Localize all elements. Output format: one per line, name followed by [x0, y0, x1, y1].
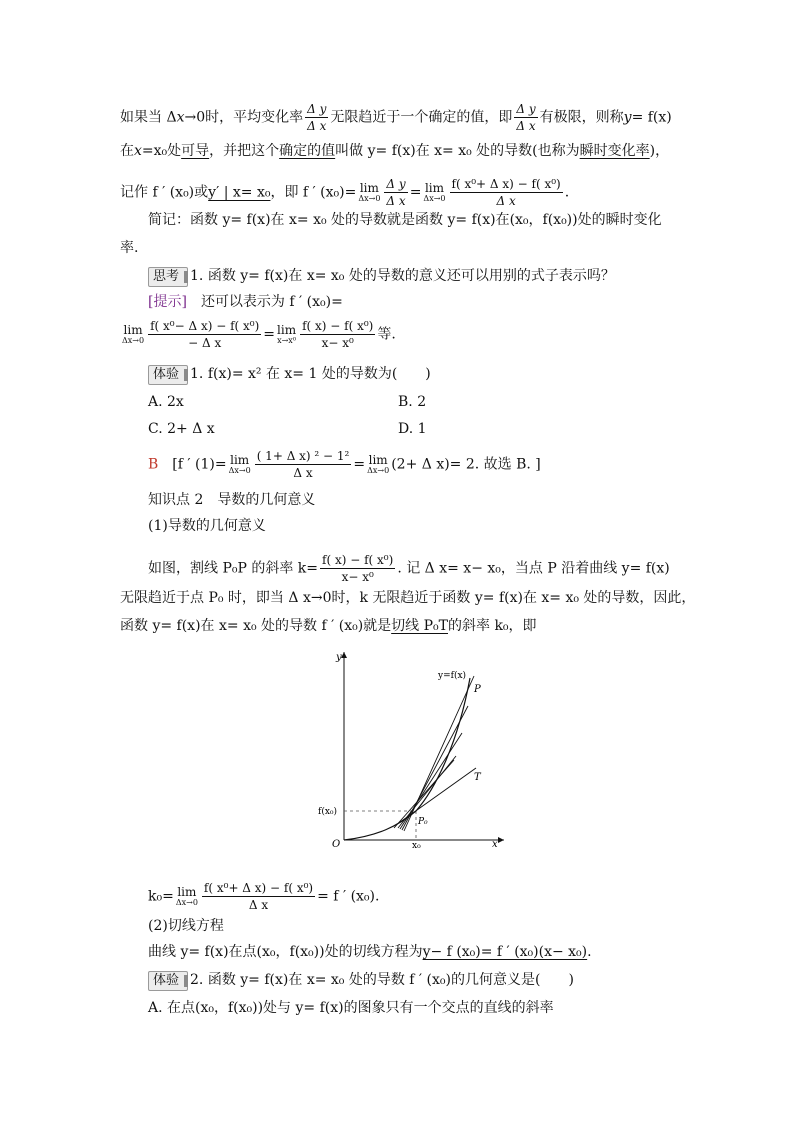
limit-operator-2: lim Δx→0 — [423, 181, 446, 203]
fraction-dy-dx-3: $\frac{\text{Δ y}}{\text{Δ x}}$ — [386, 177, 406, 208]
exp1-option-c[interactable]: C. 2+ Δ x — [148, 421, 215, 437]
x-axis-label: x — [492, 839, 498, 848]
text: →0时，平均变化率 — [184, 109, 304, 126]
origin-label: O — [332, 839, 341, 848]
exp1-option-b[interactable]: B. 2 — [398, 394, 427, 410]
limit-operator-5: lim Δx→0 — [228, 453, 251, 475]
exp1-option-d[interactable]: D. 1 — [398, 421, 427, 437]
text: y — [623, 109, 632, 126]
kp2-line2: 无限趋近于点 P₀ 时，即当 Δ x→0时，k 无限趋近于函数 y= f(x)在 x= x₀ 处的导数，因此， — [120, 590, 696, 606]
y-axis-label: y — [336, 652, 342, 663]
fraction-x-to-x0: $\frac{\text{f( x) − f( x⁰)}}{\text{x− x⁰}}$ — [302, 319, 374, 350]
p1-summary-end: 率. — [120, 240, 139, 256]
p1-summary: 简记：函数 y= f(x)在 x= x₀ 处的导数就是函数 y= f(x)在(x₀，f(x₀))处的瞬时变化 — [148, 212, 662, 228]
fraction-answer: $\frac{\text{( 1+ Δ x) ² − 1²}}{\text{Δ x}}$ — [256, 449, 350, 480]
fx0-label: f(x₀) — [318, 807, 338, 817]
fraction-dy-dx-2: $\frac{\text{Δ y}}{\text{Δ x}}$ — [516, 102, 536, 133]
hint-tag: [提示] — [148, 294, 187, 310]
fraction-backward: $\frac{\text{f( x⁰− Δ x) − f( x⁰)}}{\text{− Δ x}}$ — [150, 319, 260, 350]
p1-line3: 记作 f ′ (x₀)或y′ | x= x₀，即 f ′ (x₀)= lim Δx→0 $\frac{\text{Δ y}}{\text{Δ x}}$ = lim Δx→0 $\frac{\text{f( x⁰+ Δ x) − f( x⁰)}}{\text{Δ x}}$ . — [120, 177, 570, 208]
exp1-question: 体验 1. f(x)= x² 在 x= 1 处的导数为( ) — [148, 364, 431, 385]
exp1-answer: B [f ′ (1)= lim Δx→0 $\frac{\text{( 1+ Δ x) ² − 1²}}{\text{Δ x}}$ = lim Δx→0 (2+ Δ x)= 2. 故选 B. ] — [148, 449, 541, 480]
exp-tag-2: 体验 — [148, 971, 188, 991]
hint-formula: lim Δx→0 $\frac{\text{f( x⁰− Δ x) − f( x⁰)}}{\text{− Δ x}}$ = lim x→x⁰ $\frac{\text{f( x) − f( x⁰)}}{\text{x− x⁰}}$ 等. — [122, 319, 396, 350]
tangent-line — [396, 768, 476, 825]
exp2-option-a[interactable]: A. 在点(x₀，f(x₀))处与 y= f(x)的图象只有一个交点的直线的斜率 — [148, 1000, 554, 1016]
text: x — [176, 109, 185, 126]
y-axis-arrow — [341, 652, 347, 658]
limit-operator-7: lim Δx→0 — [175, 885, 198, 907]
tangent-equation-line: 曲线 y= f(x)在点(x₀，f(x₀))处的切线方程为y− f (x₀)= f ′ (x₀)(x− x₀). — [148, 944, 592, 960]
answer-letter: B — [148, 456, 159, 473]
p1-line1 — [120, 101, 672, 134]
limit-operator-6: lim Δx→0 — [367, 453, 390, 475]
limit-operator-4: lim x→x⁰ — [277, 323, 297, 345]
fraction-difference-quotient: $\frac{\text{f( x⁰+ Δ x) − f( x⁰)}}{\text{Δ x}}$ — [451, 177, 561, 208]
term-kedao: 可导 — [181, 143, 210, 159]
kp2-line1: 如图，割线 P₀P 的斜率 k= $\frac{\text{f( x) − f( x⁰)}}{\text{x− x⁰}}$ . 记 Δ x= x− x₀，当点 P 沿着曲线 y= f(x) — [148, 553, 670, 584]
point-t-label: T — [474, 772, 481, 783]
tangent-graph — [318, 648, 508, 848]
text: 有极限，则称 — [539, 109, 624, 126]
exp-tag: 体验 — [148, 365, 188, 385]
fraction-dy-dx: $\frac{\text{Δ y}}{\text{Δ x}}$ — [307, 102, 327, 133]
think-question: 思考 1. 函数 y= f(x)在 x= x₀ 处的导数的意义还可以用别的式子表示吗？ — [148, 266, 615, 287]
limit-operator-3: lim Δx→0 — [122, 323, 145, 345]
think-tag: 思考 — [148, 267, 188, 287]
curve — [344, 678, 470, 840]
kp2-subheading-1: (1)导数的几何意义 — [148, 518, 266, 534]
x0-label: x₀ — [412, 841, 421, 848]
x-axis-arrow — [498, 837, 504, 843]
text: = f(x) — [631, 109, 672, 126]
term-definite-value: 确定的值 — [279, 143, 336, 159]
kp2-line3: 函数 y= f(x)在 x= x₀ 处的导数 f ′ (x₀)就是切线 P₀T的斜率 k₀，即 — [120, 618, 537, 634]
kp2-title: 知识点 2 导数的几何意义 — [148, 492, 316, 508]
point-p0-label: P₀ — [418, 817, 428, 827]
text: 如果当 Δ — [120, 109, 177, 126]
p1-line2: 在x=x₀处可导，并把这个确定的值叫做 y= f(x)在 x= x₀ 处的导数(也称为瞬时变化率)， — [120, 143, 670, 159]
text: 无限趋近于一个确定的值，即 — [330, 109, 513, 126]
point-p-label: P — [474, 684, 481, 695]
limit-operator: lim Δx→0 — [358, 181, 381, 203]
term-tangent-line: 切线 P₀T — [391, 618, 448, 634]
kp2-subheading-2: (2)切线方程 — [148, 918, 224, 934]
tangent-equation: y− f (x₀)= f ′ (x₀)(x− x₀) — [422, 944, 588, 960]
exp2-question: 体验 2. 函数 y= f(x)在 x= x₀ 处的导数 f ′ (x₀)的几何意义是( ) — [148, 970, 574, 991]
curve-label: y=f(x) — [438, 671, 467, 681]
fraction-k0: $\frac{\text{f( x⁰+ Δ x) − f( x⁰)}}{\text{Δ x}}$ — [203, 881, 314, 912]
exp1-option-a[interactable]: A. 2x — [148, 394, 184, 410]
k0-formula: k₀= lim Δx→0 $\frac{\text{f( x⁰+ Δ x) − f( x⁰)}}{\text{Δ x}}$ = f ′ (x₀). — [148, 881, 380, 912]
hint-line: [提示] 还可以表示为 f ′ (x₀)= — [148, 294, 343, 310]
term-instant-rate: 瞬时变化率 — [579, 143, 650, 159]
fraction-secant-slope: $\frac{\text{f( x) − f( x⁰)}}{\text{x− x⁰}}$ — [322, 553, 394, 584]
